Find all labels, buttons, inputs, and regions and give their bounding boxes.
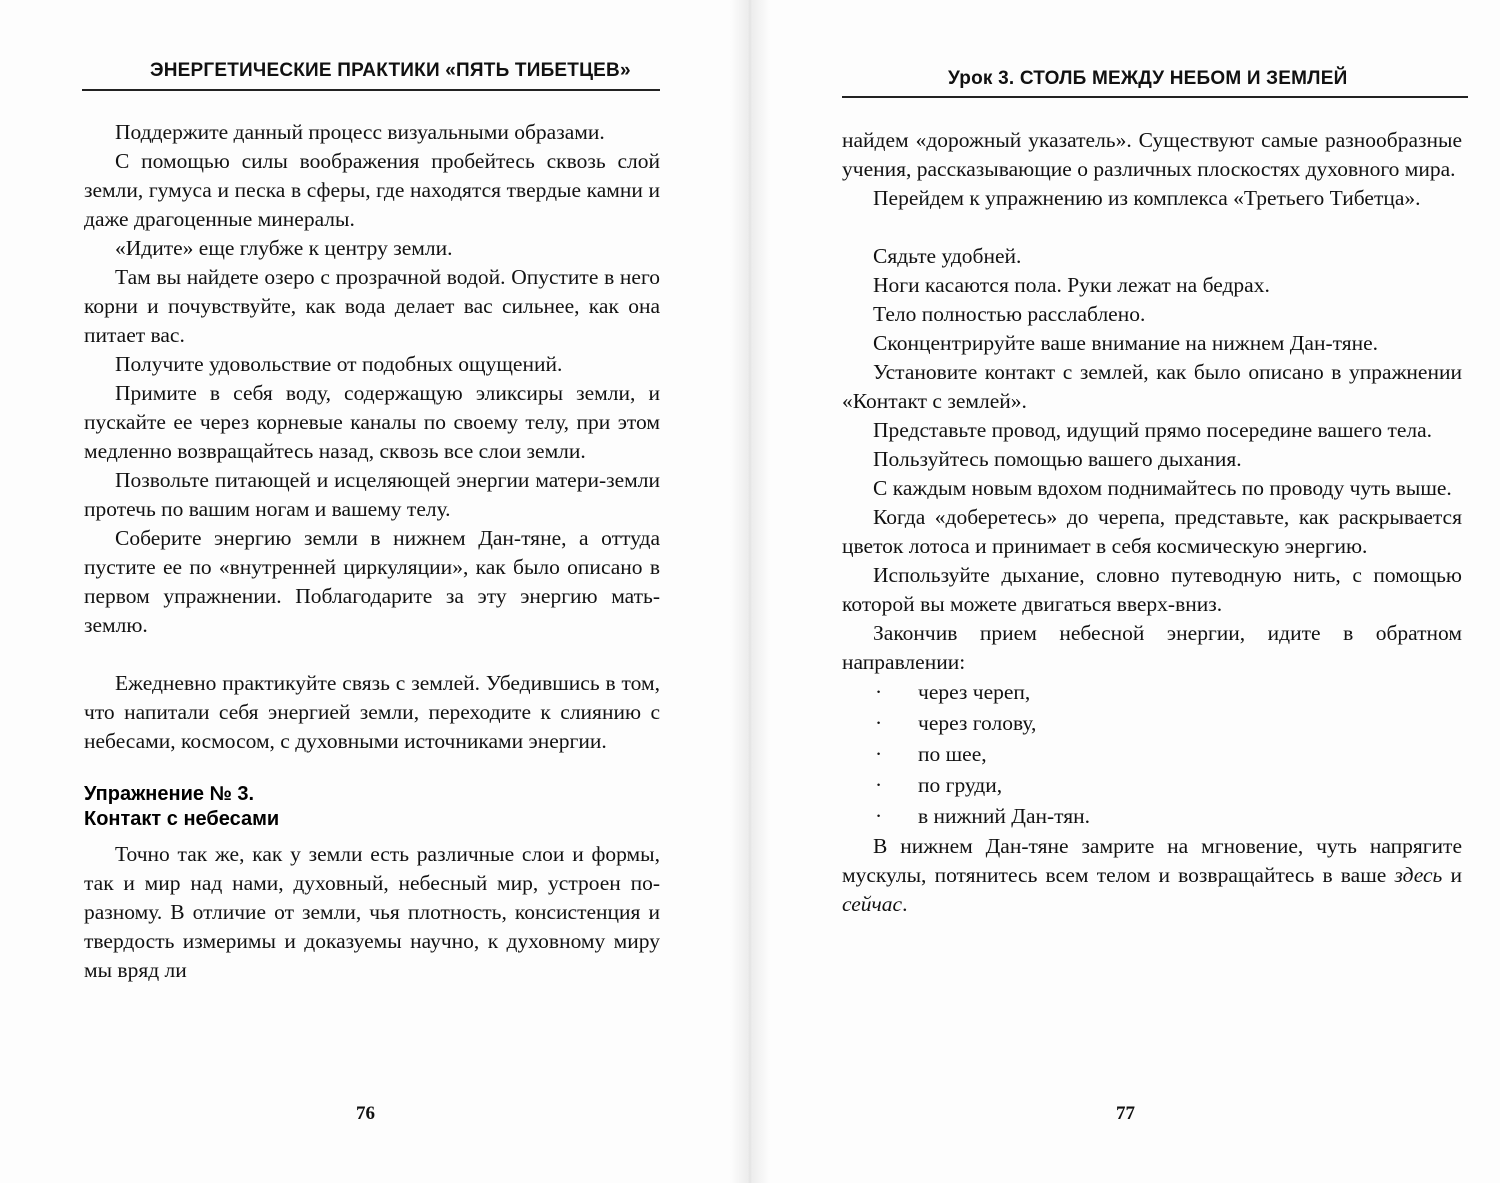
head-rule-left xyxy=(82,89,660,91)
list-item xyxy=(842,770,1462,801)
list-item-text: по шее, xyxy=(918,742,987,766)
instruction: Установите контакт с землей, как было описано в упражнении «Контакт с землей». xyxy=(842,360,1462,413)
paragraph-transition: Перейдем к упражнению из комплекса «Третьего Тибетца». xyxy=(873,186,1421,210)
instruction: Пользуйтесь помощью вашего дыхания. xyxy=(873,447,1242,471)
instruction: С каждым новым вдохом поднимайтесь по проводу чуть выше. xyxy=(873,476,1452,500)
paragraph: С помощью силы воображения пробейтесь сквозь слой земли, гумуса и песка в сферы, где находятся твердые камни и даже драгоценные минералы. xyxy=(84,149,660,231)
list-item xyxy=(842,801,1462,832)
bullet-marker: · xyxy=(875,680,883,704)
exercise-number: Упражнение № 3. xyxy=(84,783,255,805)
left-page xyxy=(0,0,740,1183)
instruction: Когда «доберетесь» до черепа, представьте, как раскрывается цветок лотоса и принимает в себя космическую энергию. xyxy=(842,505,1462,558)
paragraph-closing xyxy=(842,832,1462,919)
head-rule-right xyxy=(842,96,1468,98)
instruction: Ноги касаются пола. Руки лежат на бедрах. xyxy=(873,273,1270,297)
list-item xyxy=(842,708,1462,739)
left-page-text xyxy=(84,118,660,985)
closing-emphasis-now: сейчас xyxy=(842,892,903,916)
instruction: Тело полностью расслаблено. xyxy=(873,302,1146,326)
bullet-list xyxy=(842,677,1462,832)
paragraph-daily-practice: Ежедневно практикуйте связь с землей. Убедившись в том, что напитали себя энергией земли, переходите к слиянию с небесами, космосом, с духовными источниками энергии. xyxy=(84,671,660,753)
page-number-left: 76 xyxy=(356,1103,375,1124)
list-item-text: через голову, xyxy=(918,711,1037,735)
page-number-right: 77 xyxy=(1116,1103,1135,1124)
running-head-right: Урок 3. СТОЛБ МЕЖДУ НЕБОМ И ЗЕМЛЕЙ xyxy=(948,68,1348,89)
running-head-left: ЭНЕРГЕТИЧЕСКИЕ ПРАКТИКИ «ПЯТЬ ТИБЕТЦЕВ» xyxy=(150,60,631,81)
list-item-text: через череп, xyxy=(918,680,1031,704)
list-item-text: по груди, xyxy=(918,773,1003,797)
bullet-marker: · xyxy=(875,804,883,828)
bullet-marker: · xyxy=(875,742,883,766)
instruction: Сядьте удобней. xyxy=(873,244,1022,268)
list-item xyxy=(842,677,1462,708)
bullet-marker: · xyxy=(875,773,883,797)
instruction: Используйте дыхание, словно путеводную нить, с помощью которой вы можете двигаться вверх-вниз. xyxy=(842,563,1462,616)
paragraph: «Идите» еще глубже к центру земли. xyxy=(115,236,453,260)
closing-period: . xyxy=(902,892,908,916)
paragraph: Позвольте питающей и исцеляющей энергии матери-земли протечь по вашим ногам и вашему телу. xyxy=(84,468,660,521)
paragraph-continuation: найдем «дорожный указатель». Существуют самые разнообразные учения, рассказывающие о различных плоскостях духовного мира. xyxy=(842,128,1462,181)
exercise-title: Контакт с небесами xyxy=(84,808,280,830)
bullet-marker: · xyxy=(875,711,883,735)
right-page xyxy=(760,0,1500,1183)
exercise-heading xyxy=(84,782,660,832)
list-item xyxy=(842,739,1462,770)
closing-text: В нижнем Дан-тяне замрите на мгновение, чуть напрягите мускулы, потянитесь всем телом и возвращайтесь в ваше xyxy=(842,834,1462,887)
instruction: Сконцентрируйте ваше внимание на нижнем Дан-тяне. xyxy=(873,331,1379,355)
paragraph: Поддержите данный процесс визуальными образами. xyxy=(115,120,605,144)
closing-conjunction: и xyxy=(1450,863,1463,887)
instruction: Представьте провод, идущий прямо посередине вашего тела. xyxy=(873,418,1433,442)
closing-emphasis-here: здесь xyxy=(1394,863,1443,887)
paragraph: Там вы найдете озеро с прозрачной водой. Опустите в него корни и почувствуйте, как вода делает вас сильнее, как она питает вас. xyxy=(84,265,660,347)
right-page-text xyxy=(842,126,1462,919)
list-item-text: в нижний Дан-тян. xyxy=(918,804,1091,828)
paragraph: Получите удовольствие от подобных ощущений. xyxy=(115,352,563,376)
paragraph: Соберите энергию земли в нижнем Дан-тяне, а оттуда пустите ее по «внутренней циркуляции», как было описано в первом упражнении. Поблагодарите за эту энергию мать-землю. xyxy=(84,526,660,637)
paragraph-exercise-intro: Точно так же, как у земли есть различные слои и формы, так и мир над нами, духовный, небесный мир, устроен по-разному. В отличие от земли, чья плотность, консистенция и твердость измеримы и доказуемы научно, к духовному миру мы вряд ли xyxy=(84,842,660,982)
paragraph: Примите в себя воду, содержащую эликсиры земли, и пускайте ее через корневые каналы по своему телу, при этом медленно возвращайтесь назад, сквозь все слои земли. xyxy=(84,381,660,463)
instruction: Закончив прием небесной энергии, идите в обратном направлении: xyxy=(842,621,1462,674)
